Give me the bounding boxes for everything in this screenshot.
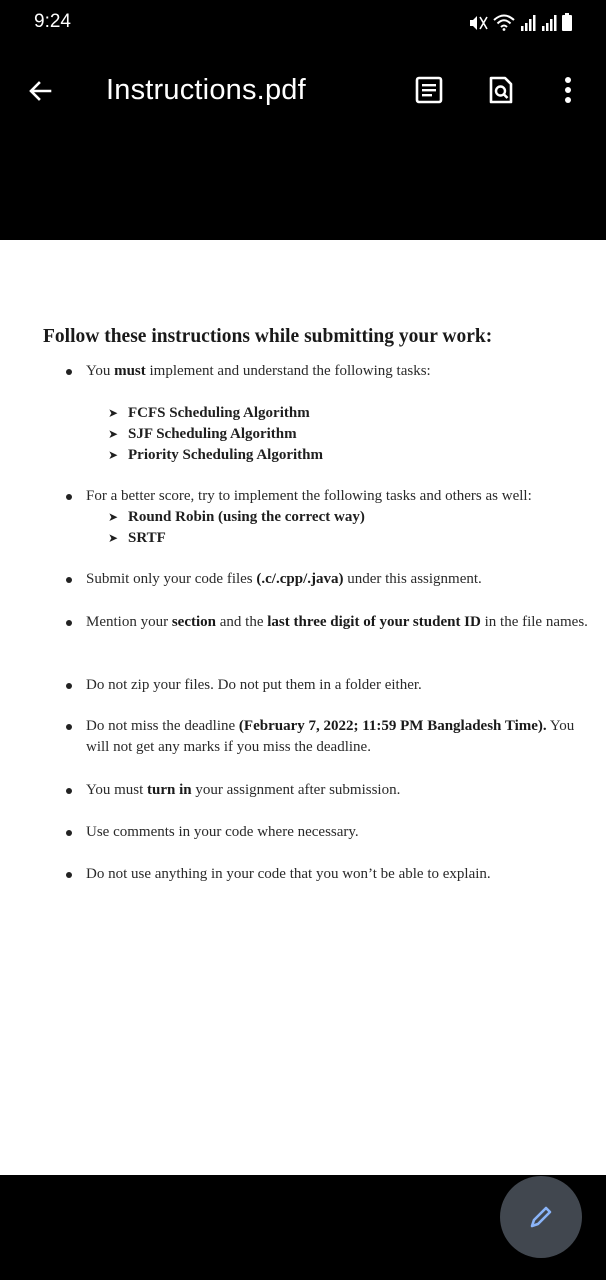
bullet-bold: (.c/.cpp/.java) [256, 571, 344, 587]
arrow-bullet-icon: ➤ [108, 448, 119, 462]
task-label: SJF Scheduling Algorithm [128, 426, 297, 442]
bullet-text: You [86, 363, 115, 379]
mute-icon [468, 15, 488, 31]
bullet-text: implement and understand the following tasks: [145, 363, 431, 379]
more-vert-icon [556, 75, 580, 105]
task-label: Round Robin (using the correct way) [128, 509, 365, 525]
bullet-text: in the file names. [480, 614, 588, 630]
task-item [108, 445, 323, 466]
bullet-text: and the [216, 614, 268, 630]
arrow-bullet-icon: ➤ [108, 427, 119, 441]
bullet-text: You must [86, 782, 148, 798]
bullet-bold: must [114, 363, 146, 379]
bullet-file-names [86, 612, 601, 633]
status-icons [468, 13, 572, 31]
arrow-bullet-icon: ➤ [108, 531, 119, 545]
find-in-page-button[interactable] [486, 75, 516, 105]
app-bar [0, 46, 606, 240]
extra-task-item [108, 507, 365, 528]
signal-icon [520, 15, 536, 31]
find-in-page-icon [486, 75, 516, 105]
page-heading: Follow these instructions while submitting your work: [43, 326, 493, 347]
pdf-page [0, 240, 606, 1175]
bullet-must-implement [86, 361, 601, 382]
task-item [108, 403, 310, 424]
task-label: Priority Scheduling Algorithm [128, 447, 323, 463]
notes-button[interactable] [414, 75, 444, 105]
status-time: 9:24 [34, 11, 71, 32]
document-title: Instructions.pdf [106, 74, 306, 106]
arrow-bullet-icon: ➤ [108, 510, 119, 524]
wifi-icon [493, 14, 515, 31]
pencil-icon [527, 1203, 555, 1231]
task-label: SRTF [128, 530, 166, 546]
bullet-bold: section [171, 614, 216, 630]
bullet-deadline [86, 716, 601, 758]
bullet-text: your assignment after submission. [191, 782, 401, 798]
bullet-submit-files [86, 569, 601, 590]
task-item [108, 424, 297, 445]
notes-icon [414, 75, 444, 105]
bullet-text: You will not get any marks if you miss the deadline. [86, 718, 575, 755]
more-options-button[interactable] [556, 75, 580, 105]
arrow-left-icon [26, 76, 56, 106]
status-bar [0, 0, 606, 46]
task-label: FCFS Scheduling Algorithm [128, 405, 310, 421]
bullet-comments: Use comments in your code where necessary. [86, 822, 601, 843]
arrow-bullet-icon: ➤ [108, 406, 119, 420]
bullet-bold: turn in [147, 782, 192, 798]
extra-task-item [108, 528, 166, 549]
battery-icon [562, 13, 572, 31]
bullet-text: Submit only your code files [86, 571, 257, 587]
bullet-turn-in [86, 780, 601, 801]
bullet-text: Do not miss the deadline [86, 718, 239, 734]
signal-icon-2 [541, 15, 557, 31]
edit-fab-button[interactable] [500, 1176, 582, 1258]
bullet-better-score: For a better score, try to implement the following tasks and others as well: [86, 486, 601, 507]
bullet-no-zip: Do not zip your files. Do not put them in a folder either. [86, 675, 601, 696]
bullet-text: under this assignment. [343, 571, 482, 587]
back-button[interactable] [26, 76, 56, 106]
bullet-bold: (February 7, 2022; 11:59 PM Bangladesh Time). [238, 718, 547, 734]
bullet-text: Mention your [86, 614, 172, 630]
bullet-bold: last three digit of your student ID [267, 614, 481, 630]
bottom-bar [0, 1175, 606, 1280]
bullet-explain: Do not use anything in your code that you won’t be able to explain. [86, 864, 601, 885]
